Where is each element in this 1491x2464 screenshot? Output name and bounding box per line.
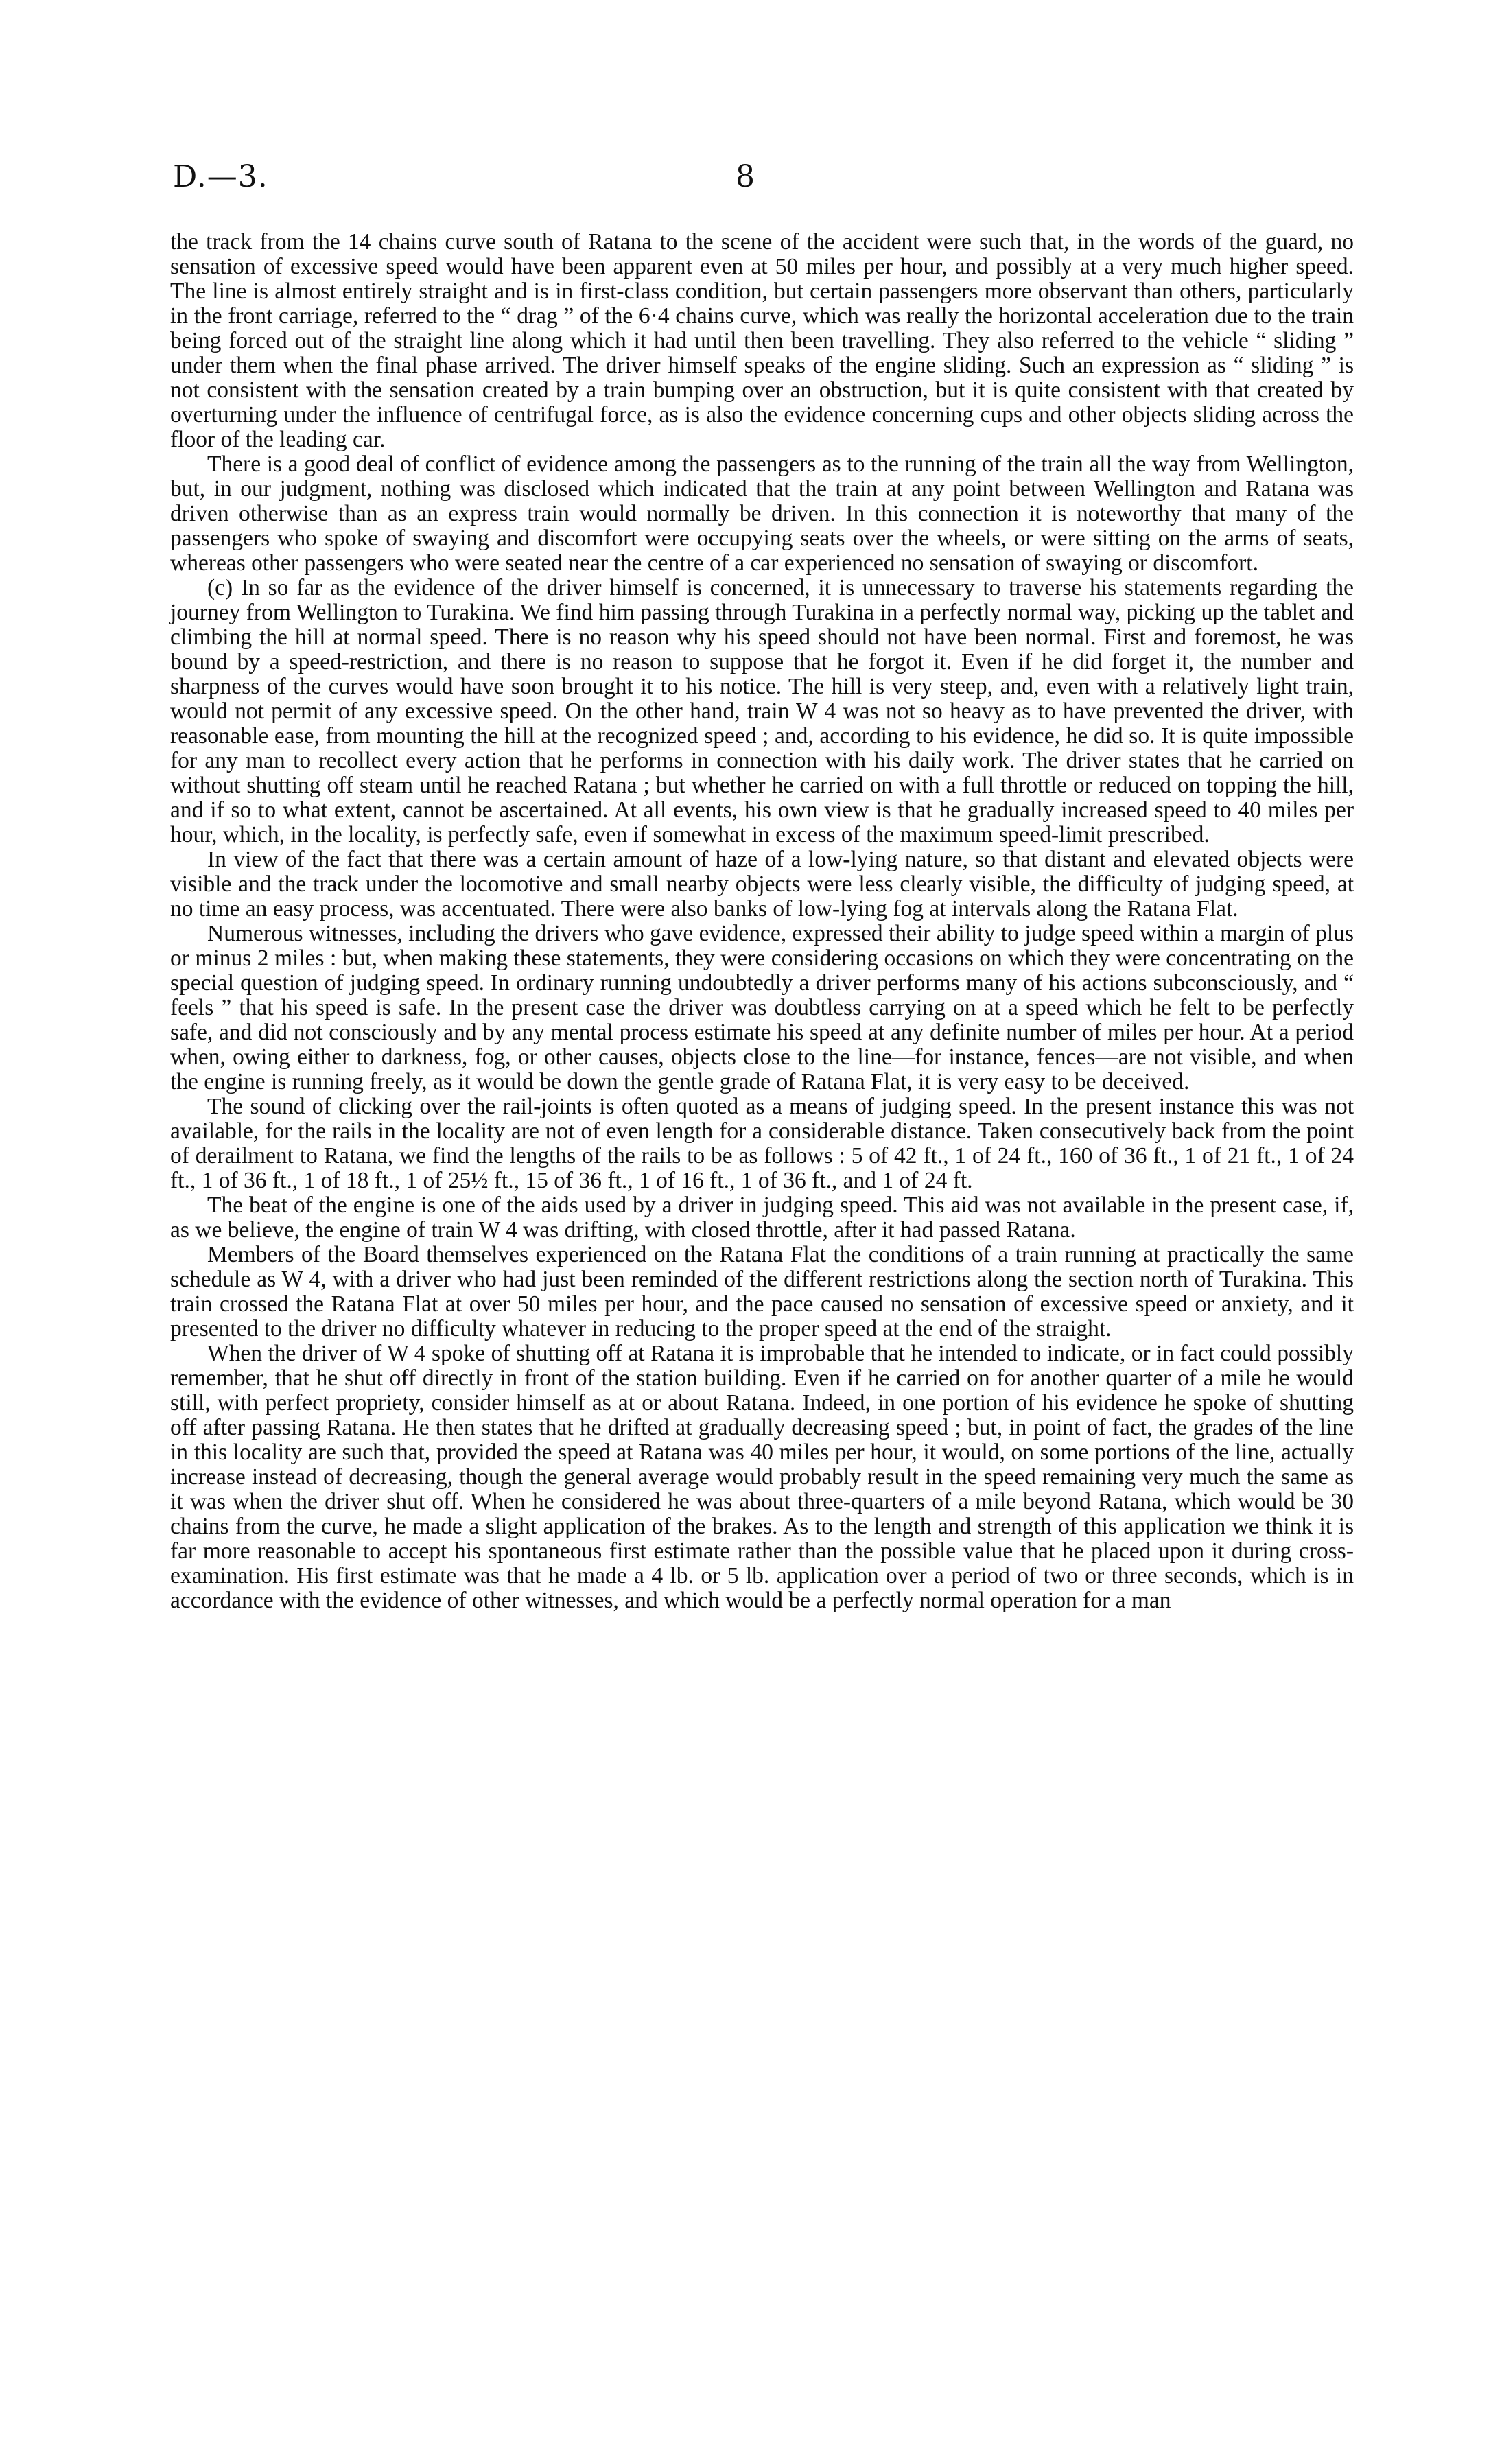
page-number: 8 [736, 159, 755, 194]
paragraph: The sound of clicking over the rail-joints is often quoted as a means of judging speed. In the present instance this was not available, for the rails in the locality are not of even length for a considerable distance. Taken consecutively back from the point of derailment to Ratana, we find the lengths of the rails to be as follows : 5 of 42 ft., 1 of 24 ft., 160 of 36 ft., 1 of 21 ft., 1 of 24 ft., 1 of 36 ft., 1 of 18 ft., 1 of 25½ ft., 15 of 36 ft., 1 of 16 ft., 1 of 36 ft., and 1 of 24 ft. [170, 1094, 1354, 1193]
paragraph: The beat of the engine is one of the aids used by a driver in judging speed. This aid was not available in the present case, if, as we believe, the engine of train W 4 was drifting, with closed throttle, after it had passed Ratana. [170, 1193, 1354, 1243]
paragraph: When the driver of W 4 spoke of shutting off at Ratana it is improbable that he intended to indicate, or in fact could possibly remember, that he shut off directly in front of the station building. Even if he carried on for another quarter of a mile he would still, with perfect propriety, consider himself as at or about Ratana. Indeed, in one portion of his evidence he spoke of shutting off after passing Ratana. He then states that he drifted at gradually decreasing speed ; but, in point of fact, the grades of the line in this locality are such that, provided the speed at Ratana was 40 miles per hour, it would, on some portions of the line, actually increase instead of decreasing, though the general average would probably result in the speed remaining very much the same as it was when the driver shut off. When he considered he was about three-quarters of a mile beyond Ratana, which would be 30 chains from the curve, he made a slight application of the brakes. As to the length and strength of this application we think it is far more reasonable to accept his spontaneous first estimate rather than the possible value that he placed upon it during cross-examination. His first estimate was that he made a 4 lb. or 5 lb. application over a period of two or three seconds, which is in accordance with the evidence of other witnesses, and which would be a perfectly normal operation for a man [170, 1341, 1354, 1613]
page-header [173, 159, 1360, 207]
paragraph-continued: the track from the 14 chains curve south of Ratana to the scene of the accident were such that, in the words of the guard, no sensation of excessive speed would have been apparent even at 50 miles per hour, and possibly at a very much higher speed. The line is almost entirely straight and is in first-class condition, but certain passengers more observant than others, particularly in the front carriage, referred to the “ drag ” of the 6·4 chains curve, which was really the horizontal acceleration due to the train being forced out of the straight line along which it had until then been travelling. They also referred to the vehicle “ sliding ” under them when the final phase arrived. The driver himself speaks of the engine sliding. Such an expression as “ sliding ” is not consistent with the sensation created by a train bumping over an obstruction, but it is quite consistent with that created by overturning under the influence of centrifugal force, as is also the evidence concerning cups and other objects sliding across the floor of the leading car. [170, 229, 1354, 452]
document-reference: D.—3. [173, 159, 268, 194]
paragraph: (c) In so far as the evidence of the driver himself is concerned, it is unnecessary to traverse his statements regarding the journey from Wellington to Turakina. We find him passing through Turakina in a perfectly normal way, picking up the tablet and climbing the hill at normal speed. There is no reason why his speed should not have been normal. First and foremost, he was bound by a speed-restriction, and there is no reason to suppose that he forgot it. Even if he did forget it, the number and sharpness of the curves would have soon brought it to his notice. The hill is very steep, and, even with a relatively light train, would not permit of any excessive speed. On the other hand, train W 4 was not so heavy as to have prevented the driver, with reasonable ease, from mounting the hill at the recognized speed ; and, according to his evidence, he did so. It is quite impossible for any man to recollect every action that he performs in connection with his daily work. The driver states that he carried on without shutting off steam until he reached Ratana ; but whether he carried on with a full throttle or reduced on topping the hill, and if so to what extent, cannot be ascertained. At all events, his own view is that he gradually increased speed to 40 miles per hour, which, in the locality, is perfectly safe, even if somewhat in excess of the maximum speed-limit prescribed. [170, 575, 1354, 847]
paragraph: Numerous witnesses, including the drivers who gave evidence, expressed their ability to judge speed within a margin of plus or minus 2 miles : but, when making these statements, they were considering occasions on which they were concentrating on the special question of judging speed. In ordinary running undoubtedly a driver performs many of his actions subconsciously, and “ feels ” that his speed is safe. In the present case the driver was doubtless carrying on at a speed which he felt to be perfectly safe, and did not consciously and by any mental process estimate his speed at any definite number of miles per hour. At a period when, owing either to darkness, fog, or other causes, objects close to the line—for instance, fences—are not visible, and when the engine is running freely, as it would be down the gentle grade of Ratana Flat, it is very easy to be deceived. [170, 921, 1354, 1094]
paragraph: In view of the fact that there was a certain amount of haze of a low-lying nature, so that distant and elevated objects were visible and the track under the locomotive and small nearby objects were less clearly visible, the difficulty of judging speed, at no time an easy process, was accentuated. There were also banks of low-lying fog at intervals along the Ratana Flat. [170, 847, 1354, 922]
paragraph: There is a good deal of conflict of evidence among the passengers as to the running of the train all the way from Wellington, but, in our judgment, nothing was disclosed which indicated that the train at any point between Wellington and Ratana was driven otherwise than as an express train would normally be driven. In this connection it is noteworthy that many of the passengers who spoke of swaying and discomfort were occupying seats over the wheels, or were sitting on the arms of seats, whereas other passengers who were seated near the centre of a car experienced no sensation of swaying or discomfort. [170, 451, 1354, 576]
paragraph: Members of the Board themselves experienced on the Ratana Flat the conditions of a train running at practically the same schedule as W 4, with a driver who had just been reminded of the different restrictions along the section north of Turakina. This train crossed the Ratana Flat at over 50 miles per hour, and the pace caused no sensation of excessive speed or anxiety, and it presented to the driver no difficulty whatever in reducing to the proper speed at the end of the straight. [170, 1242, 1354, 1341]
body-text [170, 230, 1354, 1613]
